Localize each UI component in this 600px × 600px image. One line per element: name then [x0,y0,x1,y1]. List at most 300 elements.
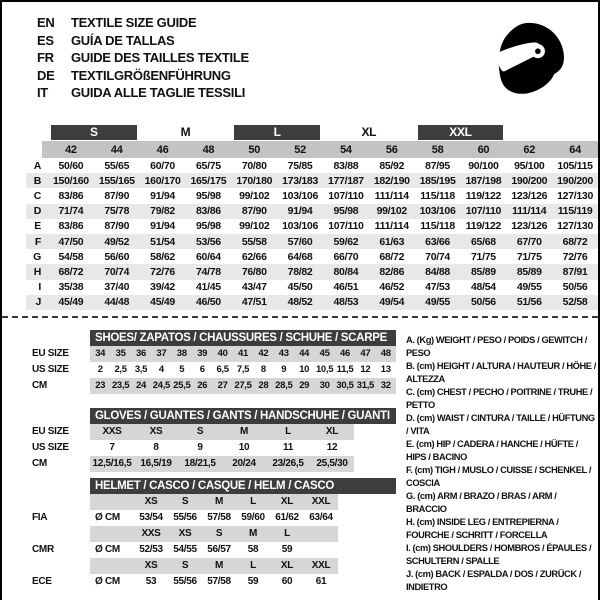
size-header-cell: 44 [110,143,123,156]
measurement-row [2,264,598,279]
measurement-cell: 95/98 [196,220,221,233]
measurement-cell: 103/106 [419,205,456,218]
measurement-cell: 37/40 [104,281,130,294]
sub-cell: 6 [199,364,205,376]
helmet-value-cell: 58 [247,544,259,556]
helmet-value-cell: 61/62 [275,512,299,524]
helmet-size-cell: XS [144,560,158,572]
measurement-cell: 72/76 [150,265,175,278]
legend-item: I. (cm) SHOULDERS / HOMBROS / ÉPAULES / SCHULTERN / SPALLE [406,542,592,566]
measurement-cell: 75/85 [287,159,313,172]
measurement-cell: 49/54 [379,296,405,309]
sub-cell: 46 [340,348,350,360]
sub-cell: XL [325,426,339,438]
measurement-cell: 127/130 [557,220,593,233]
helmet-value-cell: 54/55 [173,544,197,556]
language-row [37,14,249,32]
size-group-label: S [51,125,137,140]
measurement-cell: 50/60 [58,159,84,172]
sub-cell: 10,5 [315,364,334,376]
sub-cell: 3,5 [134,364,148,376]
sub-cell: 7,5 [236,364,250,376]
measurement-cell: 41/45 [196,281,221,294]
measurement-cell: 68/72 [379,250,405,263]
measurement-cell: 91/94 [150,220,175,233]
measurement-legend [400,330,598,594]
legend-item: J. (cm) BACK / ESPALDA / DOS / ZURÜCK / INDIETRO [406,568,581,592]
helmet-size-values [90,494,338,510]
measurement-row [2,173,598,188]
measurement-cell: 60/70 [150,159,175,172]
helmet-standard-row [2,574,400,590]
sub-row-label: CM [32,458,47,470]
measurement-cell: 49/52 [104,235,130,248]
gloves-table-title: GLOVES / GUANTES / GANTS / HANDSCHUHE / GUANTI [90,408,396,424]
helmet-size-cell: L [250,560,256,572]
measurement-cell: 165/175 [190,174,227,187]
measurement-cell: 99/102 [239,189,270,202]
helmet-value-cell: 57/58 [207,512,231,524]
size-header-cell: 46 [156,143,169,156]
sub-row-values [90,378,396,394]
measurement-cell: 66/70 [333,250,359,263]
helmet-size-cell: M [214,496,224,508]
measurement-cell: 170/180 [236,174,273,187]
sub-row-label: US SIZE [32,364,69,376]
helmet-value-cell: 59 [281,544,293,556]
sub-cell: 29 [299,380,310,392]
measurement-cell: 46/51 [333,281,359,294]
sub-row-label: EU SIZE [32,426,69,438]
helmet-size-values [90,526,338,542]
sub-cell: 39 [197,348,208,360]
sub-cell: 34 [95,348,106,360]
sub-cell: 12 [360,364,371,376]
sub-cell: 18/21,5 [184,458,216,470]
measurement-cell: 71/75 [516,250,542,263]
language-code: ES [37,32,54,48]
measurement-cell: 78/82 [287,265,313,278]
sub-cell: XXS [102,426,122,438]
sub-cell: 5 [179,364,185,376]
language-title-list [37,14,249,102]
language-title: TEXTILGRÖßENFÜHRUNG [71,67,231,83]
measurement-cell: 115/118 [420,220,455,233]
sub-table-row [2,362,400,378]
size-header-cell: 54 [340,143,352,156]
sub-row-label: US SIZE [32,442,69,454]
measurement-cell: 87/90 [241,205,267,218]
measurement-cell: 177/187 [327,174,364,187]
measurement-cell: 68/72 [58,265,84,278]
measurement-cell: 46/52 [379,281,405,294]
measurement-cell: 111/114 [374,220,409,233]
size-header-cell: 64 [569,143,581,156]
measurement-cell: 90/100 [468,159,499,172]
sub-row-values [90,456,354,472]
legend-item: F. (cm) TIGH / MUSLO / CUISSE / SCHENKEL / COSCIA [406,464,591,488]
measurement-cell: 83/86 [58,220,84,233]
sub-cell: 36 [136,348,146,360]
measurement-cell: 99/102 [239,220,270,233]
measurement-cell: 49/55 [425,296,450,309]
sub-cell: 6,5 [216,364,229,376]
measurement-cell: 47/53 [425,281,450,294]
measurement-cell: 62/66 [241,250,267,263]
size-header-cell: 42 [65,143,77,156]
legend-item: A. (Kg) WEIGHT / PESO / POIDS / GEWITCH / PESO [406,334,587,358]
helmet-value-cell: 52/53 [139,544,163,556]
helmet-value-cell: 57/58 [207,576,231,588]
measurement-cell: 50/56 [562,281,588,294]
row-label: F [34,235,41,248]
measurement-row [2,249,598,264]
measurement-cell: 45/49 [58,296,84,309]
size-header-cell: 50 [248,143,261,156]
section-divider [2,316,598,318]
helmet-size-values [90,558,338,574]
measurement-cell: 115/118 [420,189,455,202]
measurement-cell: 82/86 [379,265,405,278]
helmet-table-title: HELMET / CASCO / CASQUE / HELM / CASCO [90,478,396,494]
sub-cell: 9 [197,442,203,454]
measurement-cell: 105/115 [557,159,593,172]
measurement-cell: 47/50 [58,235,84,248]
measurement-cell: 83/86 [58,189,84,202]
measurement-cell: 91/94 [150,189,175,202]
diameter-unit-cell: Ø CM [95,576,120,588]
sub-cell: S [196,426,204,438]
measurement-cell: 75/78 [104,205,130,218]
measurement-cell: 46/50 [196,296,221,309]
row-label: G [33,250,41,263]
measurement-cell: 123/126 [511,220,548,233]
measurement-cell: 123/126 [511,189,548,202]
language-code: DE [37,67,55,83]
sub-cell: 35 [115,348,126,360]
measurement-cell: 68/72 [562,235,588,248]
sub-cell: 25,5/30 [316,458,348,470]
measurement-cell: 74/78 [196,265,221,278]
measurement-cell: 182/190 [373,174,410,187]
helmet-size-cell: XL [280,496,294,508]
size-group-label: XL [361,125,377,139]
size-group-label: L [234,125,320,140]
measurement-cell: 60/64 [196,250,221,263]
measurement-cell: 91/94 [287,205,313,218]
language-row [37,84,249,102]
sub-cell: 2,5 [114,364,127,376]
measurement-cell: 55/65 [104,159,130,172]
measurement-row [2,280,598,295]
measurement-cell: 71/75 [471,250,496,263]
measurement-cell: 87/91 [562,265,588,278]
measurement-cell: 51/56 [516,296,542,309]
measurement-cell: 83/88 [333,159,359,172]
measurement-cell: 52/58 [562,296,588,309]
sub-cell: 43 [278,348,289,360]
measurement-cell: 173/183 [282,174,318,187]
helmet-size-cell: S [181,496,189,508]
measurement-row [2,295,598,310]
sub-cell: 23,5 [111,380,130,392]
helmet-size-cell: XS [144,496,158,508]
sub-table-row [2,456,400,472]
measurement-cell: 70/74 [425,250,450,263]
measurement-cell: 76/80 [241,265,267,278]
helmet-size-cell: M [248,528,258,540]
measurement-cell: 44/48 [104,296,130,309]
sub-cell: 48 [380,348,391,360]
row-label: I [38,281,41,294]
sub-cell: 10 [299,364,310,376]
helmet-standard-row [2,510,400,526]
language-title: TEXTILE SIZE GUIDE [71,15,197,31]
legend-item: E. (cm) HIP / CADERA / HANCHE / HÜFTE / HIPS / BACINO [406,438,578,462]
measurement-row [2,219,598,234]
measurement-cell: 39/42 [150,281,175,294]
measurement-cell: 99/102 [376,205,407,218]
sub-cell: 28 [258,380,269,392]
helmet-standard-values [90,574,338,590]
measurement-cell: 57/60 [287,235,313,248]
size-header-row [2,141,598,158]
sub-cell: 23/26,5 [272,458,304,470]
helmet-value-cell: 55/56 [173,576,197,588]
measurement-cell: 87/90 [104,189,130,202]
measurement-row [2,188,598,203]
measurement-cell: 50/56 [471,296,496,309]
sub-row-values [90,362,396,378]
helmet-size-row [2,558,400,574]
size-group-label: M [180,125,191,139]
sub-cell: 38 [176,348,187,360]
sub-cell: 45 [319,348,330,360]
sub-cell: 31,5 [356,380,375,392]
measurement-cell: 70/74 [104,265,130,278]
sub-cell: 23 [95,380,106,392]
measurement-cell: 70/80 [241,159,267,172]
sub-row-values [90,346,396,362]
sub-cell: 27,5 [234,380,252,392]
sub-table-row [2,346,400,362]
helmet-size-cell: L [284,528,290,540]
sub-cell: 44 [299,348,310,360]
sub-cell: 16,5/19 [140,458,172,470]
sub-cell: 28,5 [275,380,293,392]
measurement-cell: 64/68 [287,250,313,263]
measurement-cell: 155/165 [98,174,135,187]
header [2,2,598,114]
sub-cell: M [239,426,249,438]
measurement-cell: 67/70 [516,235,542,248]
sub-cell: 7 [109,442,115,454]
measurement-cell: 56/60 [104,250,130,263]
sub-row-values [90,424,354,440]
measurement-cell: 48/53 [333,296,359,309]
sub-cell: 8 [153,442,159,454]
measurement-cell: 53/56 [196,235,221,248]
sub-cell: 10 [238,442,250,454]
sub-cell: 24,5 [152,380,171,392]
sub-cell: 12,5/16,5 [92,458,132,470]
measurement-cell: 85/89 [516,265,542,278]
measurement-cell: 150/160 [52,174,89,187]
helmet-table [2,494,400,590]
measurement-row [2,234,598,249]
shoes-table [2,346,400,394]
measurement-cell: 107/110 [465,205,502,218]
helmet-size-cell: XXL [311,496,331,508]
helmet-value-cell: 63/64 [309,512,333,524]
row-label: H [33,265,41,278]
measurement-cell: 85/89 [471,265,496,278]
sub-table-row [2,378,400,394]
language-row [37,49,249,67]
helmet-standard-label: CMR [32,544,54,556]
sub-cell: 8 [260,364,266,376]
row-label: C [33,189,41,202]
helmet-value-cell: 61 [315,576,327,588]
helmet-value-cell: 55/56 [173,512,197,524]
measurement-cell: 45/50 [287,281,313,294]
sub-cell: 12 [326,442,338,454]
helmet-size-cell: XS [178,528,192,540]
sub-cell: 11 [283,442,293,454]
measurement-cell: 35/38 [58,281,84,294]
helmet-size-cell: S [215,528,223,540]
sub-row-values [90,440,354,456]
sub-row-label: EU SIZE [32,348,69,360]
legend-item: C. (cm) CHEST / PECHO / POITRINE / TRUHE / PETTO [406,386,593,410]
helmet-size-cell: L [250,496,256,508]
size-header-cell: 60 [477,143,490,156]
size-header-cell: 48 [202,143,215,156]
measurement-cell: 47/51 [241,296,267,309]
helmet-size-row [2,494,400,510]
measurement-cell: 127/130 [557,189,593,202]
sub-cell: 40 [217,348,228,360]
measurement-cell: 111/114 [512,205,547,218]
sub-row-label: CM [32,380,47,392]
sub-cell: 37 [156,348,167,360]
helmet-standard-row [2,542,400,558]
language-title: GUIDA ALLE TAGLIE TESSILI [71,85,246,101]
measurement-cell: 87/95 [425,159,450,172]
gloves-table [2,424,400,472]
sub-cell: 26 [197,380,208,392]
measurement-cell: 185/195 [419,174,456,187]
diameter-unit-cell: Ø CM [95,512,120,524]
lower-section [2,330,598,594]
helmet-standard-values [90,510,338,526]
sub-cell: 30,5 [336,380,354,392]
helmet-value-cell: 59 [247,576,259,588]
measurement-cell: 59/62 [333,235,359,248]
helmet-value-cell: 53 [145,576,157,588]
helmet-size-cell: S [181,560,189,572]
measurement-cell: 107/110 [328,220,364,233]
measurement-cell: 71/74 [58,205,84,218]
row-label: B [33,174,41,187]
diameter-unit-cell: Ø CM [95,544,120,556]
language-title: GUÍA DE TALLAS [71,32,175,48]
helmet-icon [482,14,570,106]
measurement-cell: 95/100 [514,159,545,172]
helmet-standard-label: FIA [32,512,48,524]
sub-table-row [2,440,400,456]
measurement-cell: 187/198 [465,174,502,187]
measurement-cell: 43/47 [241,281,267,294]
language-code: FR [37,50,54,66]
measurement-cell: 103/106 [282,220,318,233]
helmet-size-cell: M [214,560,224,572]
measurement-cell: 190/200 [511,174,548,187]
measurement-cell: 95/98 [333,205,359,218]
sub-cell: 25,5 [173,380,191,392]
sub-cell: 47 [360,348,371,360]
size-group-band [2,124,598,141]
language-code: EN [37,15,55,31]
shoes-table-title: SHOES/ ZAPATOS / CHAUSSURES / SCHUHE / SCARPE [90,330,396,346]
measurement-cell: 54/58 [58,250,84,263]
measurement-cell: 160/170 [144,174,181,187]
measurement-cell: 79/82 [150,205,175,218]
size-header-cell: 56 [385,143,398,156]
sub-cell: 42 [258,348,269,360]
measurement-cell: 107/110 [328,189,364,202]
language-row [37,32,249,50]
sub-cell: 32 [380,380,391,392]
measurement-cell: 83/86 [196,205,221,218]
measurement-cell: 65/68 [471,235,496,248]
sub-cell: 13 [380,364,391,376]
sub-cell: 30 [319,380,330,392]
size-header-cell: 58 [431,143,444,156]
legend-item: G. (cm) ARM / BRAZO / BRAS / ARM / BRACCIO [406,490,557,514]
row-label: E [34,220,41,233]
sub-cell: 9 [281,364,287,376]
measurement-cell: 119/122 [465,189,502,202]
measurement-cell: 63/66 [425,235,450,248]
sub-cell: 24 [136,380,146,392]
measurement-cell: 103/106 [282,189,318,202]
legend-item: H. (cm) INSIDE LEG / ENTREPIERNA / FOURCHE / SCHRITT / FORCELLA [406,516,559,540]
helmet-size-cell: XL [280,560,294,572]
size-group-label: XXL [418,125,504,140]
sub-table-row [2,424,400,440]
sub-cell: 20/24 [232,458,256,470]
measurement-cell: 49/55 [516,281,542,294]
measurement-cell: 119/122 [465,220,502,233]
measurement-cell: 95/98 [196,189,221,202]
helmet-size-cell: XXL [311,560,331,572]
measurement-row [2,158,598,173]
measurement-cell: 45/49 [150,296,175,309]
size-header-cell: 62 [523,143,536,156]
measurement-cell: 115/119 [557,205,593,218]
measurement-cell: 51/54 [150,235,175,248]
helmet-value-cell: 53/54 [139,512,163,524]
legend-item: D. (cm) WAIST / CINTURA / TAILLE / HÜFTUNG / VITA [406,412,595,436]
measurement-cell: 111/114 [374,189,409,202]
sub-cell: 41 [238,348,248,360]
measurement-cell: 48/54 [471,281,496,294]
sub-cell: 27 [217,380,228,392]
helmet-value-cell: 60 [281,576,293,588]
measurement-cell: 65/75 [196,159,221,172]
measurement-row [2,204,598,219]
